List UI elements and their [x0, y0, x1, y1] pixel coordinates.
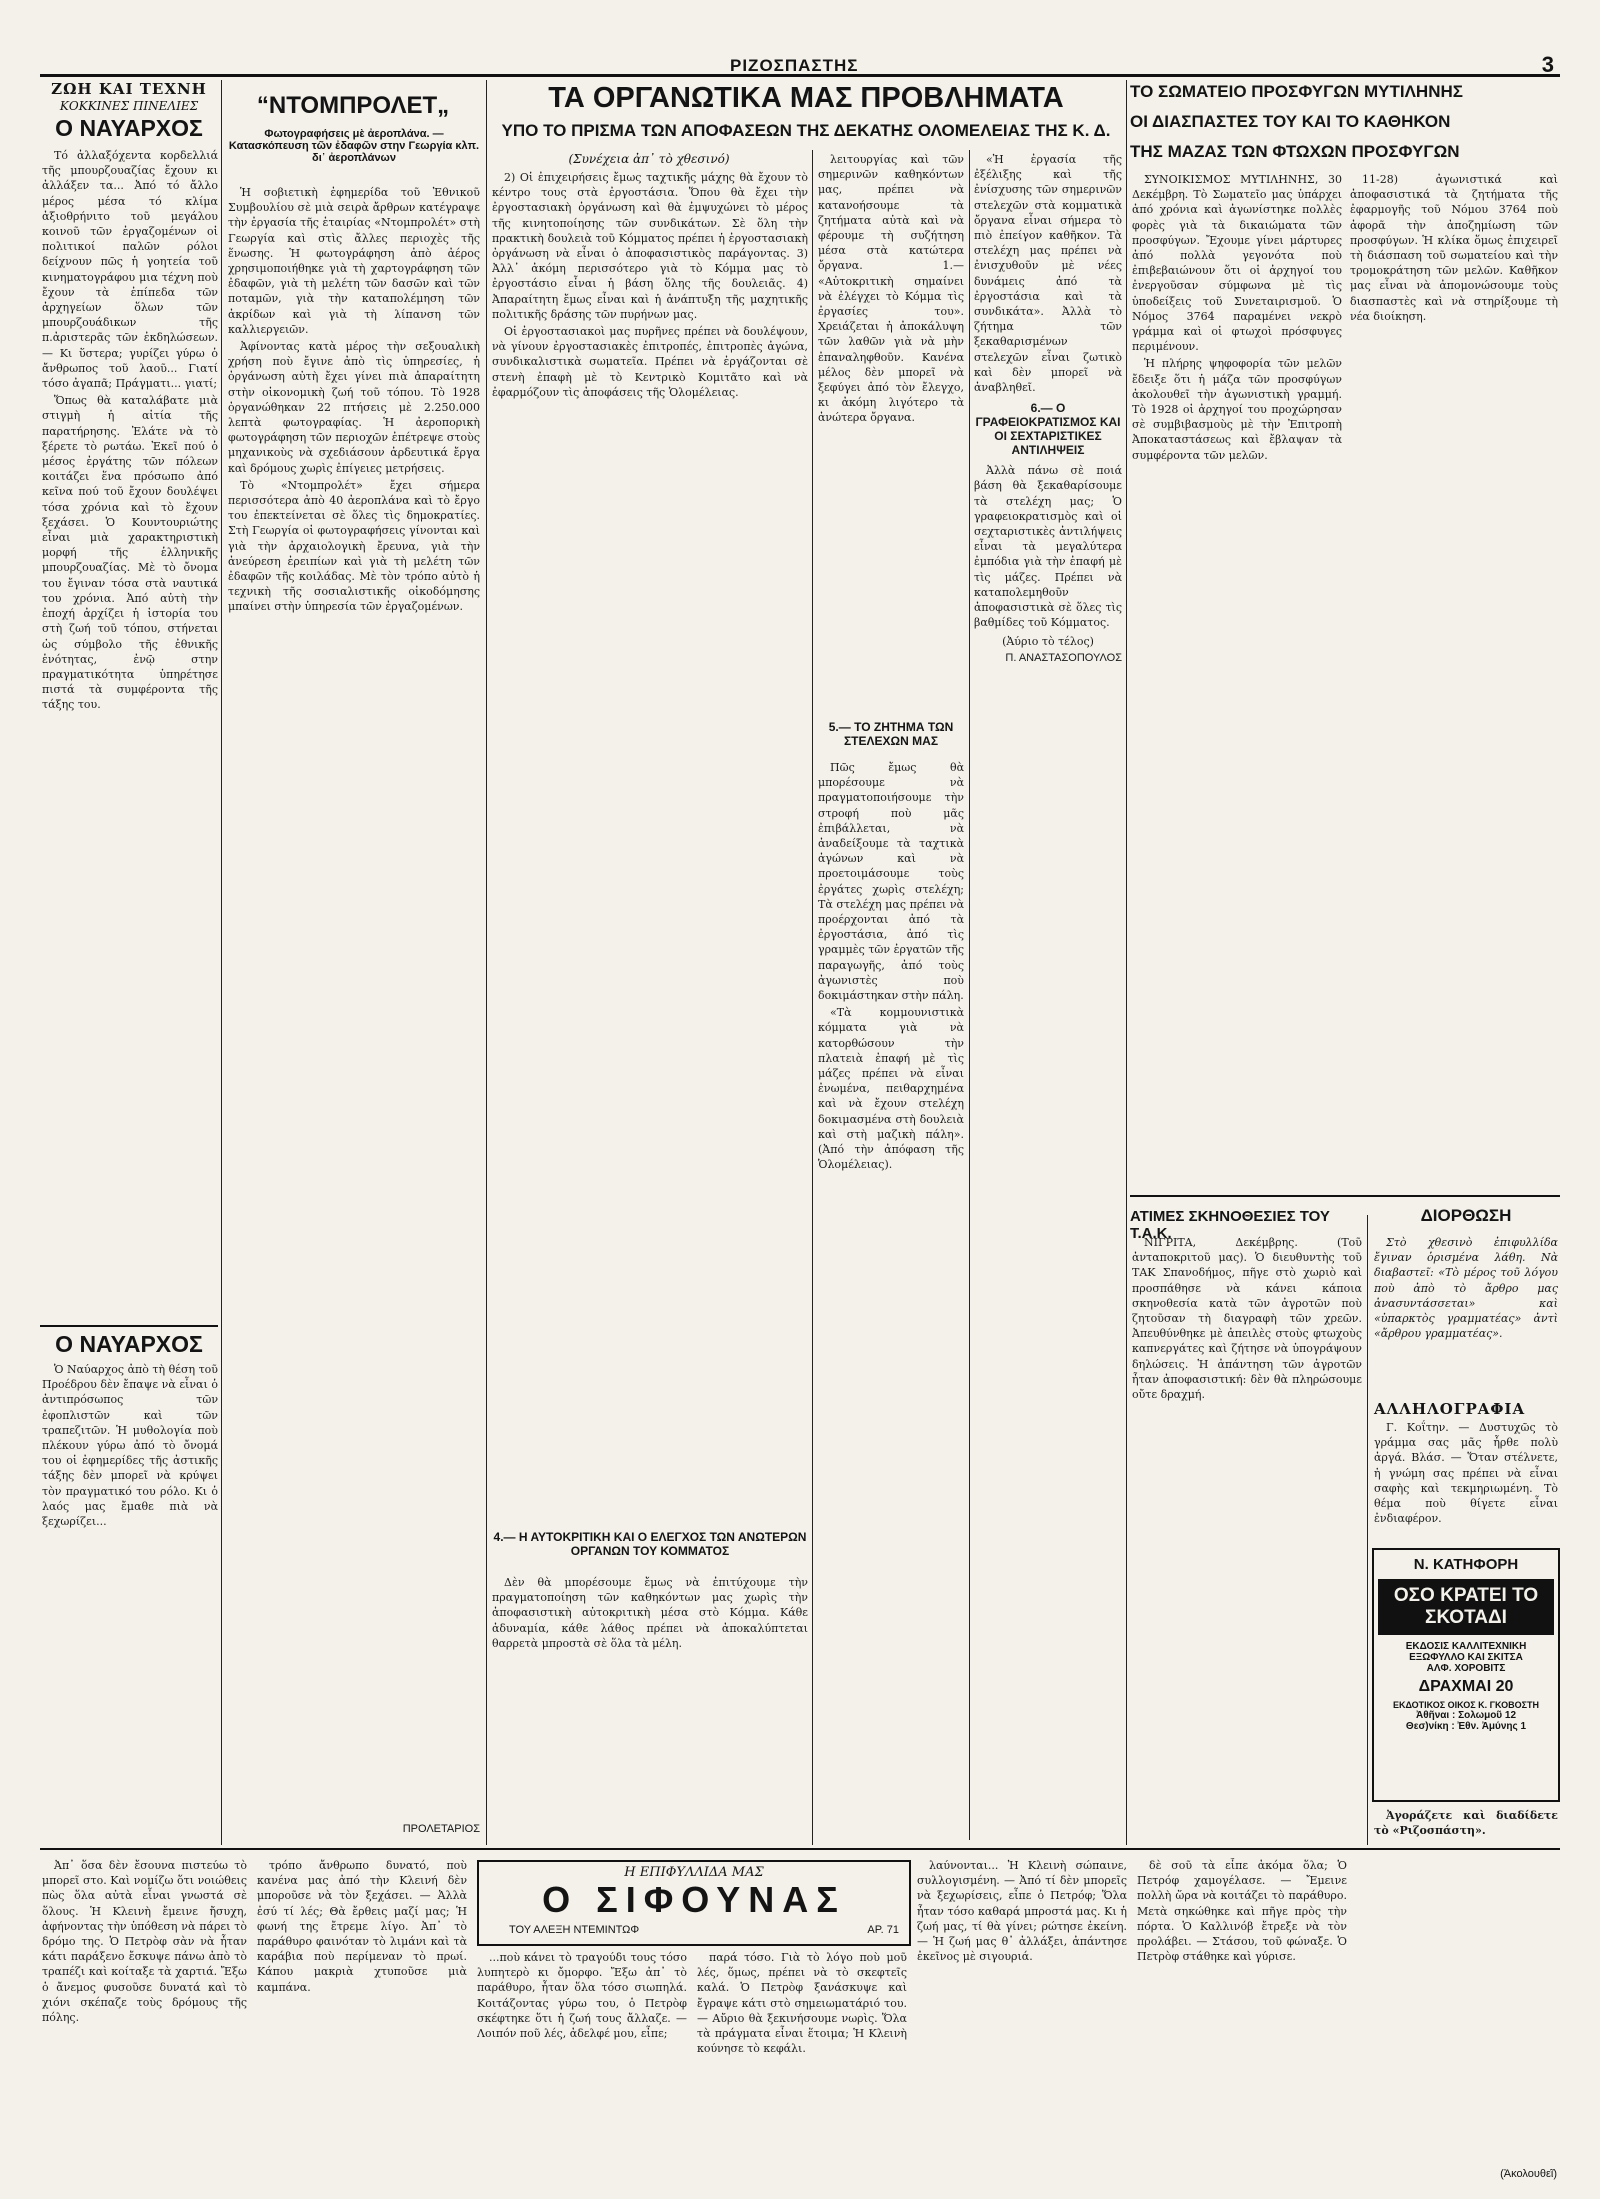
- column-divider: [1367, 1215, 1368, 1845]
- section-heading: 6.— Ο ΓΡΑΦΕΙΟΚΡΑΤΙΣΜΟΣ ΚΑΙ ΟΙ ΣΕΧΤΑΡΙΣΤΙΚΕΣ ΑΝΤΙΛΗΨΕΙΣ: [975, 401, 1121, 458]
- serial-signature: (Ἀκολουθεῖ): [1500, 2168, 1557, 2180]
- serial-text: τρόπο ἄνθρωπο δυνατό, ποὺ κανένα μας ἀπό τὴν Κλεινή δὲν μποροῦσε νὰ τὸν ξεχάσει. — Ἀλλὰ ἐσύ τί λές; Θὰ ἔρθεις μαζί μας; Ἡ φωνή της ἔτρεμε λίγο. Ἀπ᾽ τὸ παράθυρο φαινόταν τὸ λιμάνι καὶ τὰ καράβια ποὺ περίμεναν τὸ πρωί. Κάπου μακριὰ χτυποῦσε μιὰ καμπάνα.: [257, 1859, 467, 1994]
- article-body: Δὲν θὰ μπορέσουμε ἔμως νὰ ἐπιτύχουμε τὴν πραγματοποίηση τῶν καθηκόντων μας χωρὶς τὴν ἀποφασιστικὴ αὐτοκριτικὴ μέσα στὸ Κόμμα. Κάθε ἀδυναμία, κάθε λάθος πρέπει νὰ ἀποκαλύπτεται θαρρετὰ μπροστὰ σὲ ὅλα τὰ μέλη.: [492, 1576, 808, 1650]
- ad-author: Ν. ΚΑΤΗΦΟΡΗ: [1413, 1556, 1519, 1573]
- article-body: ΝΙΓΡΙΤΑ, Δεκέμβρης. (Τοῦ ἀνταποκριτοῦ μας). Ὁ διευθυντὴς τοῦ ΤΑΚ Σπανοδήμος, πῆγε στὸ χωριὸ καὶ προσπάθησε νὰ κάνει κάποια σκηνοθεσία κατὰ τῶν ἀγροτῶν ποὺ ζητοῦσαν τὴ διαγραφὴ τῶν χρεῶν. Ἀπευθύνθηκε μὲ ἀπειλὲς στοὺς φτωχοὺς καπνεργάτες καὶ ζήτησε νὰ ὑπογράψουν δηλώσεις. Ἡ ἀπάντηση τῶν ἀγροτῶν ἦταν ἀποφασιστική: δὲν θὰ πληρώσουμε οὔτε δραχμή.: [1132, 1236, 1362, 1402]
- article-headline: ΑΤΙΜΕΣ ΣΚΗΝΟΘΕΣΙΕΣ ΤΟΥ Τ.Α.Κ.: [1130, 1208, 1330, 1242]
- article-subhead: Φωτογραφήσεις μὲ ἀεροπλάνα. — Κατασκόπευση τῶν ἐδαφῶν στην Γεωργία κλπ. δι᾽ ἀεροπλάνων: [228, 128, 480, 164]
- article-signature: ΠΡΟΛΕΤΑΡΙΟΣ: [402, 1823, 480, 1835]
- serial-number: ΑΡ. 71: [867, 1924, 899, 1936]
- masthead: [40, 52, 1560, 77]
- promo-note: Ἀγοράζετε καὶ διαδίδετε τὸ «Ριζοσπάστη».: [1374, 1809, 1558, 1838]
- correspondence-body: Γ. Κοΐτην. — Δυστυχῶς τὸ γράμμα σας μᾶς ἦρθε πολὺ ἀργά. Βλάσ. — Ὅταν στέλνετε, ἡ γνώμη σας πρέπει νὰ εἶναι σαφὴς καὶ τεκμηριωμένη. Τὸ θέμα ποὺ θίγετε εἶναι ἐνδιαφέρον.: [1374, 1421, 1558, 1526]
- article-body: ΣΥΝΟΙΚΙΣΜΟΣ ΜΥΤΙΛΗΝΗΣ, 30 Δεκέμβρη. Τὸ Σωματεῖο μας ὑπάρχει ἀπό χρόνια καὶ ἀγωνίστηκε πολλὲς φορὲς γιὰ τὰ δικαιώματα τῶν προσφύγων. Ἔχουμε γίνει μάρτυρες ἀπό πολλὰ γεγονότα ποὺ ἐπιβεβαιώνουν ὅτι οἱ ἀρχηγοί του ἐνεργοῦσαν σύμφωνα μὲ τὶς ὑποδείξεις τοῦ Συνεταιρισμοῦ. Ὁ Νόμος 3764 παραμένει νεκρὸ γράμμα καὶ οἱ φτωχοὶ πρόσφυγες περιμένουν. Ἡ πλήρης ψηφοφορία τῶν μελῶν ἔδειξε ὅτι ἡ μάζα τῶν προσφύγων ἀκολουθεῖ τὴν ἀγωνιστικὴ γραμμή. Τὸ 1928 οἱ ἀρχηγοί του προχώρησαν σὲ συμβιβασμοὺς μὲ τὴν Ἐπιτροπὴ Ἀποκαταστάσεως καὶ ἔβλαψαν τὰ συμφέροντα τῶν μελῶν.: [1132, 173, 1342, 462]
- continuation-note: (Συνέχεια ἀπ᾽ τὸ χθεσινό): [568, 152, 730, 166]
- serial-text: Ἀπ᾽ ὅσα δὲν ἔσουνα πιστεύω τὸ μπορεῖ στο. Καὶ νομίζω ὅτι νοιώθεις πὼς ὅλα αὐτὰ εἶναι γνωστά σὲ ὅλους. Ἡ Κλεινὴ ἔμεινε ἤσυχη, ἀφήνοντας τὴν ὑπόθεση νὰ πάρει τὸ δρόμο της. Ὁ Πετρὸφ σὰν νὰ ἦταν κάτι παράξενο ἔσκυψε πάνω ἀπὸ τὸ τραπέζι καὶ κοίταξε τὰ χαρτιά. Ἔξω ὁ ἄνεμος φυσοῦσε δυνατά καὶ τὸ χιόνι σκέπαζε τοὺς δρόμους τῆς πόλης.: [42, 1859, 247, 2025]
- article-headline: Ο ΝΑΥΑΡΧΟΣ: [55, 115, 203, 141]
- serial-title: Ο ΣΙΦΟΥΝΑΣ: [542, 1879, 846, 1920]
- article-body: Ἡ σοβιετικὴ ἐφημερίδα τοῦ Ἐθνικοῦ Συμβουλίου σὲ μιὰ σειρὰ ἄρθρων κατέγραψε τὴν ἐργασία τῆς ἑταιρίας «Ντομπρολέτ» στὴ Γεωργία καὶ στὶς ἄλλες περιοχὲς τῆς ἕνωσης. Ἡ φωτογράφηση ἀπὸ ἀέρος χρησιμοποιήθηκε γιὰ τὴ χαρτογράφηση τῶν ἐδαφῶν, γιὰ τὴ μελέτη τῶν δασῶν καὶ τῶν ποταμῶν, γιὰ τὴν καταπολέμηση τῶν ἀκρίδων καὶ γιὰ τὴ λίπανση τῶν καλλιεργειῶν. Ἀφίνοντας κατὰ μέρος τὴν σεξουαλικὴ χρήση ποὺ ἔγινε ἀπὸ τὶς ὑπηρεσίες, ἡ ὀργάνωση αὐτὴ ἔχει γίνει πιὰ ἀπαραίτητη στὴν οἰκονομικὴ ζωή τοῦ τόπου. Τὸ 1928 ὀργανώθηκαν 22 πτήσεις μὲ 2.250.000 λεπτὰ φωτογραφίας. Ἡ ἀεροπορικὴ φωτογράφηση τῶν περιοχῶν ἐπέτρεψε στοὺς μηχανικοὺς νὰ σχεδιάσουν ἀρδευτικά ἔργα καὶ δρόμους χωρὶς ἐπίγειες μετρήσεις. Τὸ «Ντομπρολέτ» ἔχει σήμερα περισσότερα ἀπὸ 40 ἀεροπλάνα καὶ τὸ ἔργο του ἐπεκτείνεται σὲ ὅλες τὶς δημοκρατίες. Στὴ Γεωργία οἱ φωτογραφήσεις γίνονται καὶ γιὰ τὴν ἀρχαιολογικὴ ἔρευνα, γιὰ τὴν ἀνεύρεση ἐρειπίων καὶ γιὰ τὴ μελέτη τῶν ἐδαφῶν τῆς κοιλάδας. Μὲ τὸν τρόπο αὐτὸ ἡ τεχνικὴ τῆς σοσιαλιστικῆς οἰκοδόμησης μπαίνει στὴν ὑπηρεσία τῶν ἐργαζομένων.: [228, 186, 480, 614]
- column-kicker: ΚΟΚΚΙΝΕΣ ΠΙΝΕΛΙΕΣ: [59, 99, 199, 113]
- article-author: Π. ΑΝΑΣΤΑΣΟΠΟΥΛΟΣ: [1005, 651, 1122, 664]
- article-headline: Ο ΝΑΥΑΡΧΟΣ: [40, 1325, 218, 1358]
- column-divider: [1126, 80, 1127, 1845]
- column-divider: [812, 150, 813, 1845]
- correction-body: Στὸ χθεσινὸ ἐπιφυλλίδα ἔγιναν ὁρισμένα λάθη. Νὰ διαβαστεῖ: «Τὸ μέρος τοῦ λόγου ποὺ ἀπὸ τὸ ἄρθρο μας ἀνασυντάσσεται» καὶ «ὑπαρκτὸς γραμματέας» ἀντὶ «ἄρθρου γραμματέας».: [1374, 1236, 1558, 1341]
- main-subhead: ΥΠΟ ΤΟ ΠΡΙΣΜΑ ΤΩΝ ΑΠΟΦΑΣΕΩΝ ΤΗΣ ΔΕΚΑΤΗΣ ΟΛΟΜΕΛΕΙΑΣ ΤΗΣ Κ. Δ.: [501, 121, 1111, 140]
- article-headline: ΤΗΣ ΜΑΖΑΣ ΤΩΝ ΦΤΩΧΩΝ ΠΡΟΣΦΥΓΩΝ: [1130, 142, 1460, 161]
- ad-price: ΔΡΑΧΜΑΙ 20: [1418, 1678, 1514, 1695]
- continuation-note: (Ἀύριο τὸ τέλος): [1002, 635, 1094, 649]
- column-divider: [221, 80, 222, 1845]
- article-headline: ΤΟ ΣΩΜΑΤΕΙΟ ΠΡΟΣΦΥΓΩΝ ΜΥΤΙΛΗΝΗΣ: [1130, 82, 1463, 101]
- article-headline: ΟΙ ΔΙΑΣΠΑΣΤΕΣ ΤΟΥ ΚΑΙ ΤΟ ΚΑΘΗΚΟΝ: [1130, 112, 1451, 131]
- section-title: ΖΩΗ ΚΑΙ ΤΕΧΝΗ: [51, 80, 207, 98]
- article-body: λειτουργίας καὶ τῶν σημερινῶν καθηκόντων μας, πρέπει νὰ κατανοήσουμε τὰ ζητήματα αὐτὰ καὶ νὰ φέρουμε τὴ συζήτηση μέσα στὰ κατώτερα ὄργανα. 1.— «Αὐτοκριτικὴ σημαίνει νὰ ἐλέγχει τὸ Κόμμα τὶς ἐργασίες του». Χρειάζεται ἡ ἀποκάλυψη τῶν λαθῶν γιὰ νὰ μὴν ἐπαναληφθοῦν. Κανένα μέλος δὲν μπορεῖ νὰ ξεφύγει ἀπό τὸν ἔλεγχο, κι ἀκόμη λιγότερο τὰ ἀνώτερα ὄργανα.: [818, 153, 964, 425]
- serial-text: παρά τόσο. Γιὰ τὸ λόγο ποὺ μοῦ λές, ὅμως, πρέπει νὰ τὸ σκεφτεῖς καλά. Ὁ Πετρὸφ ξανάσκυψε καὶ ἔγραψε κάτι στὸ σημειωματάριό του. — Αὔριο θὰ ξεκινήσουμε νωρὶς. Ὅλα τὰ πράγματα εἶναι ἕτοιμα; Ἡ Κλεινὴ κούνησε τὸ κεφάλι.: [697, 1951, 907, 2056]
- article-body: Ὁ Ναύαρχος ἀπὸ τὴ θέση τοῦ Προέδρου δὲν ἔπαψε νὰ εἶναι ὁ ἀντιπρόσωπος τῶν ἐφοπλιστῶν καὶ τῶν τραπεζιτῶν. Ἡ μυθολογία ποὺ πλέκουν γύρω ἀπό τὸ ὄνομά του οἱ ἐφημερίδες τῆς ἀστικῆς τάξης δὲν μπορεῖ νὰ κρύψει τὸν πραγματικό του ρόλο. Κι ὁ λαός μας ἔμαθε πιὰ νὰ ξεχωρίζει...: [42, 1363, 218, 1529]
- newspaper-name: ΡΙΖΟΣΠΑΣΤΗΣ: [730, 56, 859, 75]
- serial-text: ...ποὺ κάνει τὸ τραγούδι τους τόσο λυπητερὸ κι ὄμορφο. Ἔξω ἀπ᾽ τὸ παράθυρο, ἦταν ὅλα τόσο σιωπηλά. Κοιτάζοντας γύρω του, ὁ Πετρὸφ σκέφτηκε ὅτι ἡ ζωή τους ἄλλαζε. — Λοιπόν ποῦ λές, ἀδελφέ μου, εἶπε;: [477, 1951, 687, 2041]
- page-number: 3: [1541, 52, 1554, 77]
- article-body: «Ἡ ἐργασία τῆς ἐξέλιξης καὶ τῆς ἐνίσχυσης τῶν σημερινῶν στελεχῶν στὰ κομματικὰ ὄργανα εἶναι σήμερα τὸ πιὸ ἐπείγον καθῆκον. Τὰ στελέχη μας πρέπει νὰ ἐνισχυθοῦν μὲ νέες δυνάμεις ἀπό τὰ ἐργοστάσια καὶ τὰ συνδικάτα». Ἀλλὰ τὸ ζήτημα τῶν ξεκαθαρισμένων στελεχῶν εἶναι ζωτικὸ καὶ δὲν μπορεῖ νὰ ἀναβληθεῖ. 6.— Ο ΓΡΑΦΕΙΟΚΡΑΤΙΣΜΟΣ ΚΑΙ ΟΙ ΣΕΧΤΑΡΙΣΤΙΚΕΣ ΑΝΤΙΛΗΨΕΙΣ Ἀλλὰ πάνω σὲ ποιά βάση θὰ ξεκαθαρίσουμε τὰ στελέχη μας; Ὁ γραφειοκρατισμὸς καὶ οἱ σεχταριστικὲς ἀντιλήψεις εἶναι τὰ μεγαλύτερα ἐμπόδια γιὰ τὴν ἐπαφή μὲ τὶς μάζες. Πρέπει νὰ καταπολεμηθοῦν ἀποφασιστικὰ σὲ ὅλες τὶς βαθμίδες τοῦ Κόμματος. (Ἀύριο τὸ τέλος) Π. ΑΝΑΣΤΑΣΟΠΟΥΛΟΣ: [974, 152, 1122, 1840]
- article-headline: “ΝΤΟΜΠΡΟΛΕΤ„: [256, 92, 450, 119]
- bottom-section-rule: [40, 1848, 1560, 1850]
- book-advertisement: Ν. ΚΑΤΗΦΟΡΗ ΟΣΟ ΚΡΑΤΕΙ ΤΟ ΣΚΟΤΑΔΙ ΕΚΔΟΣΙΣ ΚΑΛΛΙΤΕΧΝΙΚΗ ΕΞΩΦΥΛΛΟ ΚΑΙ ΣΚΙΤΣΑ ΑΛΦ. ΧΟΡΟΒΙΤΣ ΔΡΑΧΜΑΙ 20 ΕΚΔΟΤΙΚΟΣ ΟΙΚΟΣ Κ. ΓΚΟΒΟΣΤΗ Ἀθῆναι : Σολωμοῦ 12 Θεσ)νίκη : Ἐθν. Ἀμύνης 1: [1372, 1548, 1560, 1802]
- ad-title: ΟΣΟ ΚΡΑΤΕΙ ΤΟ ΣΚΟΤΑΔΙ: [1378, 1579, 1554, 1635]
- section-heading: 5.— ΤΟ ΖΗΤΗΜΑ ΤΩΝ ΣΤΕΛΕΧΩΝ ΜΑΣ: [828, 720, 954, 748]
- serial-text: λαύνονται... Ἡ Κλεινὴ σώπαινε, συλλογισμένη. — Ἀπό τί δὲν μπορεῖς νὰ ξεχωρίσεις, εἶπε ὁ Πετρόφ; Ὅλα ἦταν τόσο καθαρά μπροστά μας. Κι ἡ ζωή μας, τί θὰ γίνει; ρώτησε ἐκείνη. — Ἡ ζωή μας θ᾽ ἀλλάξει, ἀπάντησε ἐκεῖνος μὲ σιγουριά.: [917, 1859, 1127, 1964]
- article-headline: ΔΙΟΡΘΩΣΗ: [1420, 1206, 1512, 1225]
- main-headline: ΤΑ ΟΡΓΑΝΩΤΙΚΑ ΜΑΣ ΠΡΟΒΛΗΜΑΤΑ: [548, 82, 1064, 114]
- section-heading: 4.— Η ΑΥΤΟΚΡΙΤΙΚΗ ΚΑΙ Ο ΕΛΕΓΧΟΣ ΤΩΝ ΑΝΩΤΕΡΩΝ ΟΡΓΑΝΩΝ ΤΟΥ ΚΟΜΜΑΤΟΣ: [493, 1530, 807, 1558]
- section-title: ΑΛΛΗΛΟΓΡΑΦΙΑ: [1374, 1400, 1526, 1418]
- article-body: Τό ἀλλαξόχεντα κορδελλιά τῆς μπουρζουαζίας ἔχουν κι ἀλλάξεν τα... Ἀπό τό ἄλλο μέρος μέσα τό κλίμα ἀξιοθρήνιτο τοῦ μεγάλου κοινοῦ τῶν ἐργαζομένων οἱ πολιτικοί παλῶν ρόλοι δείχνουν πῶς ἡ γοητεία τοῦ κινηματογράφου μια τέχνη ποὺ ἔχουν τὰ ἐπίπεδα τῶν ἀρχηγείων ὅλων τῶν μπουρζουάδικων τῆς π.ἀριστερᾶς τῶν ἐκδηλώσεων. — Κι ὕστερα; γυρίζει γύρω ὁ ἄνθρωπος τοῦ λαοῦ... Γιατί τόσο ἀγαπᾶ; Πράγματι... γιατί; Ὅπως θὰ καταλάβατε μιὰ στιγμὴ ἡ αἰτία τῆς παρατήρησης. Ἐλάτε νὰ τὸ ξέρετε τὸ ρωτάω. Ἐκεῖ πού ὁ μέσος ἐργάτης τῶν πόλεων κοιτάζει ἕνα πρόσωπο ἀπό κεῖνα πού τοῦ ἔχουν δουλέψει τόσα χρόνια καὶ τὸ ἔχουν ξεχάσει. Ὁ Κουντουριώτης εἶναι μιὰ χαρακτηριστικὴ μορφή τῆς ἑλληνικῆς μπουρζουαζίας. Μὲ τὸ ὄνομα του ἔγιναν τόσα στὰ ναυτικά του χρόνια. Ἀπό αὐτὴ τὴν ἐποχή ἀρχίζει ἡ ἱστορία του στὴ ζωή τοῦ τόπου, στήνεται ὡς σύμβολο τῆς ἐθνικῆς ἑνότητας, ἐνῷ στην πραγματικότητα ὑπηρέτησε πιστά τὰ συμφέροντα τῆς τάξης του.: [42, 149, 218, 712]
- article-divider: [1130, 1195, 1560, 1197]
- serial-label: Η ΕΠΙΦΥΛΛΙΔΑ ΜΑΣ: [624, 1865, 764, 1880]
- serial-author: ΤΟΥ ΑΛΕΞΗ ΝΤΕΜΙΝΤΩΦ: [509, 1924, 640, 1936]
- column-divider: [969, 150, 970, 1840]
- article-body: 2) Οἱ ἐπιχειρήσεις ἔμως ταχτικῆς μάχης θὰ ἔχουν τὸ κέντρο τους στὰ ἐργοστάσια. Ὅπου θὰ ἔχει τὴν ἐργοστασιακὴ ὀργάνωση καὶ θὰ ἐμψυχώνει τὸ μέρος τῆς κινητοποίησης τῶν συνδικάτων. Σὲ ὅλη τὴν πρακτικὴ δουλειὰ τοῦ Κόμματος πρέπει ἡ ἐργοστασιακὴ ὀργάνωση νὰ εἶναι ὁ ἀποφασιστικὸς παράγοντας. 3) Ἀλλ᾽ ἀκόμη περισσότερο γιὰ τὸ Κόμμα μας τὸ ἐργοστάσιο εἶναι ἡ βάση ὅλης τῆς δουλειᾶς. 4) Ἀπαραίτητη ἔμως εἶναι καὶ ἡ ἀνάπτυξη τῆς μαχητικῆς πολιτικῆς δράσης τῶν πυρήνων μας. Οἱ ἐργοστασιακοὶ μας πυρῆνες πρέπει νὰ δουλέψουν, νὰ γίνουν ἐργοστασιακὲς ἐπιτροπές, ἐπιτροπὲς ἀγώνα, συνδικαλιστικὰ σωματεῖα. Πρέπει νὰ ἐργάζονται σὲ στενὴ ἐπαφὴ μὲ τὸ Κεντρικὸ Κομιτᾶτο καὶ νὰ ἐφαρμόζουν τὶς ἀποφάσεις τῆς Ὁλομέλειας.: [492, 171, 808, 399]
- serial-banner: [477, 1860, 911, 1946]
- serial-text: δὲ σοῦ τὰ εἶπε ἀκόμα ὅλα; Ὁ Πετρόφ χαμογέλασε. — Ἔμεινε πολλὴ ὥρα νὰ κοιτάζει τὸ παράθυρο. Μετὰ σηκώθηκε καὶ πῆγε πρὸς τὴν πόρτα. Ὁ Καλλινόβ ἔτρεξε νὰ τὸν προλάβει. — Στάσου, τοῦ φώναξε. Ὁ Πετρὸφ στάθηκε καὶ γύρισε.: [1137, 1859, 1347, 1964]
- article-body: Πῶς ἔμως θὰ μπορέσουμε νὰ πραγματοποιήσουμε τὴν στροφή ποὺ μᾶς ἐπιβάλλεται, νὰ ἀναδείξουμε τὰ ταχτικὰ ἀγώνων καὶ νὰ προετοιμάσουμε τοὺς ἐργάτες χωρὶς στελέχη; Τὰ στελέχη μας πρέπει νὰ προέρχονται ἀπό τὰ ἐργοστάσια, ἀπό τὶς γραμμὲς τῶν ἐργατῶν τῆς παραγωγῆς, ἀπό τοὺς ἀγωνιστὲς ποὺ δοκιμάστηκαν στὴν πάλη. «Τὰ κομμουνιστικὰ κόμματα γιὰ νὰ κατορθώσουν τὴν πλατειὰ ἐπαφή μὲ τὶς μάζες πρέπει νὰ εἶναι ἐνωμένα, πειθαρχημένα καὶ νὰ ἔχουν στελέχη δοκιμασμένα στὴ δουλειὰ καὶ στὴ μαζικὴ πάλη». (Ἀπό τὴν ἀπόφαση τῆς Ὁλομέλειας).: [818, 761, 964, 1172]
- article-body: 11-28) ἀγωνιστικά καὶ ἀποφασιστικά τὰ ζητήματα τῆς ἐφαρμογῆς τοῦ Νόμου 3764 ποὺ ἀφορᾶ τὴν ἀποζημίωση τῶν προσφύγων. Ἡ κλίκα ὅμως ἐπιχειρεῖ τὴ διάσπαση τοῦ σωματείου καὶ τὴν τρομοκράτηση τῶν μελῶν. Καθῆκον μας εἶναι νὰ ἀπομονώσουμε τοὺς διασπαστὲς καὶ νὰ στηρίξουμε τὴ νέα διοίκηση.: [1350, 173, 1558, 323]
- column-divider: [486, 80, 487, 1845]
